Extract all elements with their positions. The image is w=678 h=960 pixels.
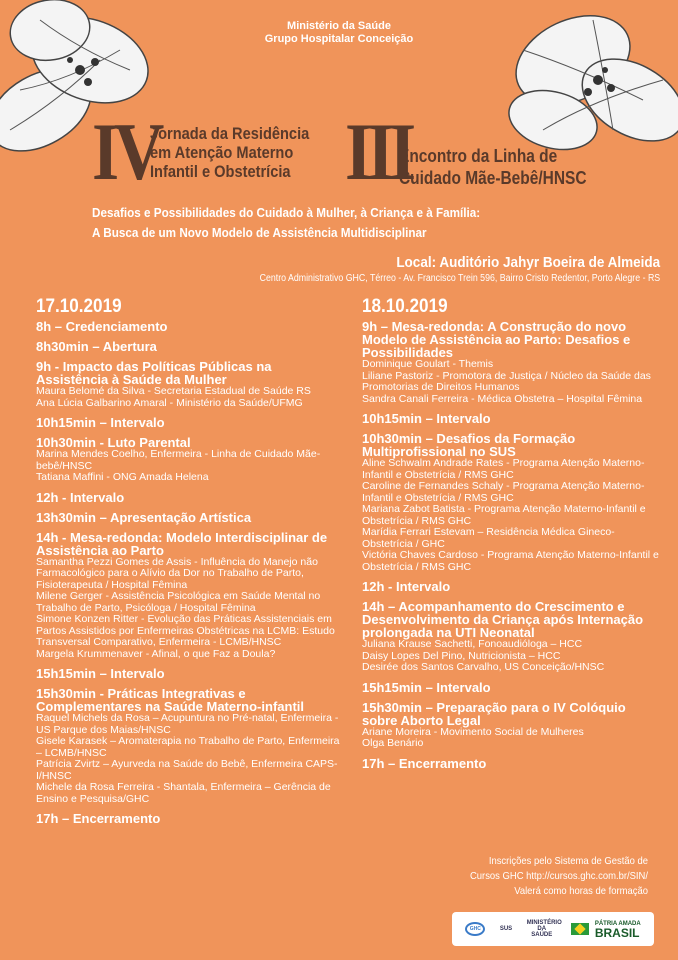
schedule-item-title: 9h - Impacto das Políticas Públicas na Assistência à Saúde da Mulher <box>36 359 272 387</box>
brasil-logo-text: BRASIL <box>594 926 640 940</box>
schedule-item <box>36 812 346 825</box>
schedule-item-speaker: Caroline de Fernandes Schaly - Programa Atenção Materno-Infantil e Obstetrícia / RMS GHC <box>362 480 645 504</box>
schedule-item-title: 17h – Encerramento <box>362 755 487 771</box>
event-iv-title-line: Jornada da Residência <box>150 124 310 143</box>
schedule-item <box>362 681 662 694</box>
ghc-logo: GHC <box>465 922 485 936</box>
schedule-item-title: 10h30min – Desafios da Formação Multiprofissional no SUS <box>362 431 576 459</box>
ministerio-logo: MINISTÉRIO DA SAÚDE <box>526 920 562 938</box>
day2-items <box>362 320 662 770</box>
schedule-item-title: 10h30min - Luto Parental <box>36 435 191 450</box>
event-iii-title-line: Encontro da Linha de <box>399 146 558 166</box>
schedule-item <box>362 320 662 405</box>
schedule-item <box>36 531 346 661</box>
day2-date: 18.10.2019 <box>362 296 448 317</box>
schedule-item-speaker: Margela Krummenaver - Afinal, o que Faz a Doula? <box>36 647 276 660</box>
schedule-item-speaker: Marídia Ferrari Estevam – Residência Médica Gineco-Obstetrícia / GHC <box>362 526 615 550</box>
schedule-item <box>36 667 346 680</box>
schedule-item-speaker: Ariane Moreira - Movimento Social de Mulheres <box>362 725 584 738</box>
day1-items <box>36 320 346 825</box>
schedule-item-title: 13h30min – Apresentação Artística <box>36 509 252 525</box>
schedule-item-speaker: Simone Konzen Ritter - Evolução das Práticas Assistenciais em Partos Assistidos por Enfermeiras Obstétricas na LCMB: Estudo Transversal Comparativo, Enfermeira - LCMB/HNSC <box>36 613 335 648</box>
schedule-item-speaker: Tatiana Maffini - ONG Amada Helena <box>36 471 209 483</box>
schedule-item-speaker: Milene Gerger - Assistência Psicológica em Saúde Mental no Trabalho de Parto, Psicóloga / Hospital Fêmina <box>36 590 321 614</box>
schedule-item-title: 8h – Credenciamento <box>36 319 168 334</box>
schedule-item-speaker: Juliana Krause Sachetti, Fonoaudióloga – HCC <box>362 638 583 650</box>
schedule-item-speaker: Gisele Karasek – Aromaterapia no Trabalho de Parto, Enfermeira – LCMB/HNSC <box>36 735 340 759</box>
schedule-item-title: 14h - Mesa-redonda: Modelo Interdisciplinar de Assistência ao Parto <box>36 529 328 558</box>
schedule-item-speaker: Olga Benário <box>362 737 424 749</box>
schedule-item-speaker: Desirée dos Santos Carvalho, US Conceição/HNSC <box>362 661 605 673</box>
event-iii-numeral: III <box>345 106 412 197</box>
schedule-item <box>36 491 346 504</box>
schedule-item-title: 17h – Encerramento <box>36 811 161 826</box>
schedule-item-speaker: Victória Chaves Cardoso - Programa Atenção Materno-Infantil e Obstetrícia / RMS GHC <box>362 549 659 573</box>
schedule-item-speaker: Sandra Canali Ferreira - Médica Obstetra – Hospital Fêmina <box>362 392 643 405</box>
schedule-item-title: 15h30min - Práticas Integrativas e Complementares na Saúde Materno-infantil <box>36 686 304 714</box>
registration-line: Valerá como horas de formação <box>514 885 648 897</box>
schedule-item-title: 12h - Intervalo <box>36 489 125 505</box>
registration-line[interactable]: Cursos GHC http://cursos.ghc.com.br/SIN/ <box>469 870 648 882</box>
schedule-item-title: 12h - Intervalo <box>362 579 451 594</box>
schedule-item <box>362 701 662 750</box>
event-iv-numeral: IV <box>92 106 160 197</box>
day1-schedule <box>36 296 346 832</box>
schedule-item <box>36 687 346 805</box>
organization-header <box>0 20 678 46</box>
schedule-item-speaker: Marina Mendes Coelho, Enfermeira - Linha de Cuidado Mãe-bebê/HNSC <box>36 448 321 472</box>
schedule-item-title: 8h30min – Abertura <box>36 339 157 354</box>
registration-info <box>450 854 648 899</box>
schedule-item-speaker: Aline Schwalm Andrade Rates - Programa Atenção Materno-Infantil e Obstetrícia / RMS GHC <box>362 457 645 481</box>
event-iv-title-line: em Atenção Materno <box>150 143 294 162</box>
schedule-item-speaker: Patrícia Zvirtz – Ayurveda na Saúde do Bebê, Enfermeira CAPS-I/HNSC <box>36 758 338 782</box>
sus-logo: SUS <box>499 926 513 932</box>
event-subtitle <box>92 203 596 243</box>
schedule-item-speaker: Daisy Lopes Del Pino, Nutricionista – HCC <box>362 649 561 662</box>
schedule-item <box>36 511 346 524</box>
schedule-item-speaker: Michele da Rosa Ferreira - Shantala, Enfermeira – Gerência de Ensino e Pesquisa/GHC <box>36 781 331 805</box>
venue-name: Local: Auditório Jahyr Boeira de Almeida <box>396 254 660 271</box>
schedule-item <box>36 340 346 353</box>
event-iv-title <box>150 124 348 181</box>
day2-schedule <box>362 296 662 777</box>
subtitle-line: A Busca de um Novo Modelo de Assistência Multidisciplinar <box>92 225 427 240</box>
schedule-item-title: 9h – Mesa-redonda: A Construção do novo Modelo de Assistência ao Parto: Desafios e Possibilidades <box>362 319 631 360</box>
schedule-item-speaker: Samantha Pezzi Gomes de Assis - Influência do Manejo não Farmacológico para o Alívio da Dor no Trabalho de Parto, Fisioterapeuta / Hospital Fêmina <box>36 555 318 591</box>
brazil-flag-icon <box>571 923 589 935</box>
schedule-item-speaker: Mariana Zabot Batista - Programa Atenção Materno-Infantil e Obstetrícia / RMS GHC <box>362 503 646 527</box>
subtitle-line: Desafios e Possibilidades do Cuidado à Mulher, à Criança e à Família: <box>92 205 481 220</box>
schedule-item-title: 15h30min – Preparação para o IV Colóquio sobre Aborto Legal <box>362 699 626 728</box>
schedule-item-speaker: Raquel Michels da Rosa – Acupuntura no Pré-natal, Enfermeira - US Parque dos Maias/HNSC <box>36 712 339 736</box>
schedule-item-title: 10h15min – Intervalo <box>362 411 491 426</box>
schedule-item <box>36 416 346 429</box>
schedule-item-speaker: Liliane Pastoriz - Promotora de Justiça / Núcleo da Saúde das Promotorias de Direitos Humanos <box>362 369 651 393</box>
schedule-item-speaker: Ana Lúcia Galbarino Amaral - Ministério da Saúde/UFMG <box>36 396 303 409</box>
schedule-item-speaker: Maura Belomé da Silva - Secretaria Estadual de Saúde RS <box>36 385 311 397</box>
registration-line: Inscrições pelo Sistema de Gestão de <box>488 855 648 867</box>
brasil-logo <box>571 920 640 938</box>
sponsor-logos <box>452 912 654 946</box>
schedule-item-title: 15h15min – Intervalo <box>362 679 491 695</box>
schedule-item <box>362 412 662 425</box>
venue-address: Centro Administrativo GHC, Térreo - Av. Francisco Trein 596, Bairro Cristo Redentor, Porto Alegre - RS <box>259 273 660 284</box>
schedule-item <box>362 600 662 674</box>
schedule-item <box>36 436 346 484</box>
schedule-item-title: 10h15min – Intervalo <box>36 415 165 430</box>
schedule-item <box>36 320 346 333</box>
event-iii-title <box>399 145 623 189</box>
event-iii-title-line: Cuidado Mãe-Bebê/HNSC <box>399 168 587 188</box>
schedule-item <box>362 757 662 770</box>
schedule-item <box>36 360 346 409</box>
ministry-name: Ministério da Saúde <box>287 20 391 32</box>
schedule-item-speaker: Dominique Goulart - Themis <box>362 358 494 370</box>
schedule-item-title: 14h – Acompanhamento do Crescimento e Desenvolvimento da Criança após Internação prolongada na UTI Neonatal <box>362 599 644 640</box>
event-iv-title-line: Infantil e Obstetrícia <box>150 162 291 181</box>
group-name: Grupo Hospitalar Conceição <box>264 33 414 45</box>
schedule-item <box>362 432 662 573</box>
day1-date: 17.10.2019 <box>36 296 122 317</box>
schedule-item <box>362 580 662 593</box>
brasil-logo-top: PÁTRIA AMADA <box>594 921 641 927</box>
schedule-item-title: 15h15min – Intervalo <box>36 666 165 681</box>
